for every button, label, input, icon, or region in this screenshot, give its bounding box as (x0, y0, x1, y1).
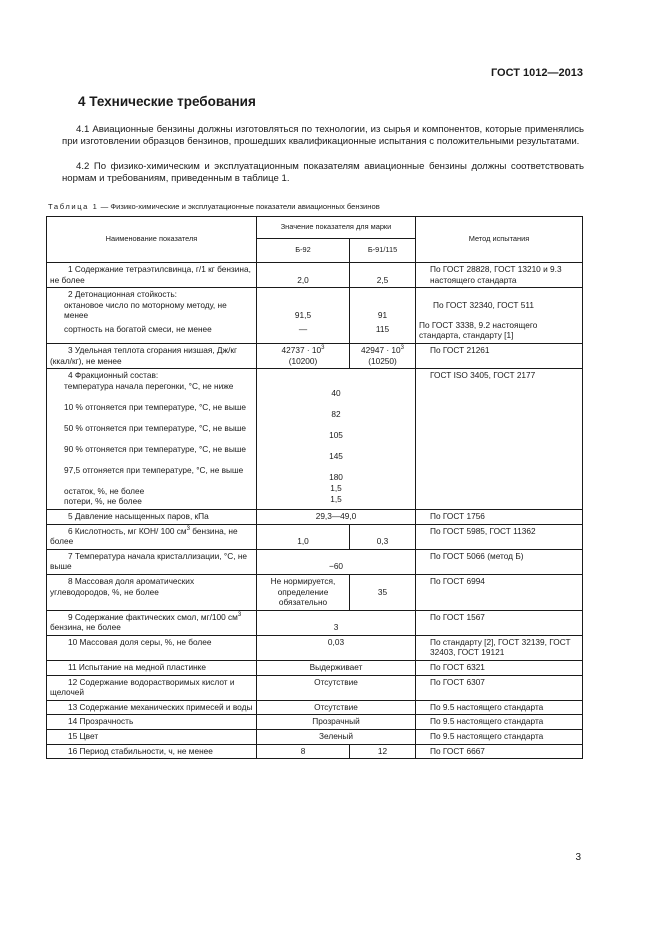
row-9-name-post: бензина, не более (50, 622, 121, 633)
row-8-value-b91: 35 (350, 574, 416, 610)
row-9-name (47, 610, 257, 635)
table-row (47, 288, 583, 344)
row-3-v1-exp: 3 (321, 345, 325, 352)
row-13-method: По 9.5 настоящего стандарта (416, 700, 583, 715)
row-13-value: Отсутствие (257, 700, 416, 715)
row-11-method: По ГОСТ 6321 (416, 661, 583, 676)
row-12-value: Отсутствие (257, 675, 416, 700)
row-10-method: По стандарту [2], ГОСТ 32139, ГОСТ 32403, ГОСТ 19121 (416, 635, 583, 660)
row-12-name: 12 Содержание водорастворимых кислот и щелочей (47, 675, 257, 700)
row-5-value: 29,3—49,0 (257, 509, 416, 524)
row-1-value-b92: 2,0 (257, 263, 350, 288)
row-2-v1b: — (298, 323, 308, 334)
row-3-v1-main: 42737 · 10 (281, 344, 322, 355)
table-row (47, 744, 583, 759)
header-values: Значение показателя для марки (257, 217, 416, 239)
row-6-value-b92: 1,0 (257, 524, 350, 549)
document-code: ГОСТ 1012—2013 (490, 67, 583, 79)
header-grade-b92: Б-92 (257, 239, 350, 263)
row-2-v1a: 91,5 (294, 310, 312, 321)
row-2-name (47, 288, 257, 344)
row-13-name: 13 Содержание механических примесей и воды (47, 700, 257, 715)
row-4-name-head: 4 Фракционный состав: (68, 370, 159, 381)
row-4-item-value: 180 (329, 472, 343, 483)
row-7-value: −60 (257, 549, 416, 574)
row-3-v2-alt: (10250) (368, 355, 397, 366)
row-4-item-label: температура начала перегонки, °С, не ниже (64, 380, 234, 391)
paragraph-4-1: 4.1 Авиационные бензины должны изготовляться по технологии, из сырья и компонентов, которые применялись при изготовлении образцов бензинов, прошедших квалификационные испытания с положительными результатами. (62, 124, 584, 148)
row-1-value-b91: 2,5 (350, 263, 416, 288)
table-row (47, 263, 583, 288)
row-9-value: 3 (257, 610, 416, 635)
row-11-value: Выдерживает (257, 661, 416, 676)
header-grade-b91: Б-91/115 (350, 239, 416, 263)
row-4-item-value: 40 (331, 388, 341, 399)
table-caption-text: — Физико-химические и эксплуатационные показатели авиационных бензинов (98, 202, 380, 211)
row-14-value: Прозрачный (257, 715, 416, 730)
row-8-value-b92: Не нормируется, определение обязательно (257, 574, 350, 610)
row-6-name-exp: 3 (186, 525, 190, 532)
row-2-value-b92 (257, 288, 350, 344)
table-caption-label: Таблица 1 (48, 202, 99, 211)
row-3-v2-exp: 3 (400, 345, 405, 352)
row-2-value-b91 (350, 288, 416, 344)
row-4-item-value: 1,5 (330, 483, 342, 494)
row-3-v2-main: 42947 · 10 (360, 344, 401, 355)
row-4-item-label: 50 % отгоняется при температуре, °С, не выше (64, 422, 247, 433)
row-6-name-post: бензина, не более (50, 525, 238, 547)
row-8-name: 8 Массовая доля ароматических углеводородов, %, не более (47, 574, 257, 610)
row-4-item-label: 10 % отгоняется при температуре, °С, не выше (64, 401, 247, 412)
row-2-v2b: 115 (375, 323, 390, 334)
table-row (47, 635, 583, 660)
row-16-value-b92: 8 (257, 744, 350, 759)
row-9-name-pre: 9 Содержание фактических смол, мг/100 см (68, 611, 238, 622)
row-5-method: По ГОСТ 1756 (416, 509, 583, 524)
row-15-method: По 9.5 настоящего стандарта (416, 730, 583, 745)
table-row (47, 549, 583, 574)
row-4-item-value: 82 (331, 409, 341, 420)
row-16-method: По ГОСТ 6667 (416, 744, 583, 759)
row-6-name (47, 524, 257, 549)
row-2-method-a: По ГОСТ 32340, ГОСТ 511 (433, 300, 534, 311)
paragraph-4-2: 4.2 По физико-химическим и эксплуатационным показателям авиационные бензины должны соответствовать нормам и требованиям, приведенным в таблице 1. (62, 161, 584, 185)
specs-table (46, 216, 583, 759)
row-4-item-label: потери, %, не более (64, 496, 142, 507)
row-15-value: Зеленый (257, 730, 416, 745)
row-4-values (257, 369, 416, 510)
row-9-name-exp: 3 (237, 611, 242, 618)
table-row (47, 715, 583, 730)
header-method: Метод испытания (416, 217, 583, 263)
row-4-item-label: 90 % отгоняется при температуре, °С, не выше (64, 443, 247, 454)
section-title: 4 Технические требования (78, 94, 256, 109)
header-name: Наименование показателя (47, 217, 257, 263)
row-6-method: По ГОСТ 5985, ГОСТ 11362 (416, 524, 583, 549)
row-11-name: 11 Испытание на медной пластинке (47, 661, 257, 676)
row-10-name: 10 Массовая доля серы, %, не более (47, 635, 257, 660)
row-16-name: 16 Период стабильности, ч, не менее (47, 744, 257, 759)
row-1-name: 1 Содержание тетраэтилсвинца, г/1 кг бензина, не более (47, 263, 257, 288)
row-2-name-b: сортность на богатой смеси, не менее (64, 323, 212, 334)
row-4-item-value: 1,5 (330, 493, 342, 504)
row-2-v2a: 91 (377, 310, 388, 321)
row-6-name-pre: 6 Кислотность, мг КОН/ 100 см (68, 525, 187, 536)
row-15-name: 15 Цвет (47, 730, 257, 745)
row-16-value-b91: 12 (350, 744, 416, 759)
row-3-method: По ГОСТ 21261 (416, 343, 583, 368)
row-2-method (416, 288, 583, 344)
row-3-value-b92 (257, 343, 350, 368)
row-10-value: 0,03 (257, 635, 416, 660)
row-3-name: 3 Удельная теплота сгорания низшая, Дж/кг (ккал/кг), не менее (47, 343, 257, 368)
table-row (47, 369, 583, 510)
table-row (47, 509, 583, 524)
row-5-name: 5 Давление насыщенных паров, кПа (47, 509, 257, 524)
row-4-item-value: 145 (329, 451, 343, 462)
table-row (47, 574, 583, 610)
row-1-method: По ГОСТ 28828, ГОСТ 13210 и 9.3 настоящего стандарта (416, 263, 583, 288)
table-row (47, 343, 583, 368)
row-6-value-b91: 0,3 (350, 524, 416, 549)
table-row (47, 700, 583, 715)
row-4-item-label: остаток, %, не более (64, 485, 145, 496)
row-12-method: По ГОСТ 6307 (416, 675, 583, 700)
row-4-method: ГОСТ ISO 3405, ГОСТ 2177 (416, 369, 583, 510)
row-3-value-b91 (350, 343, 416, 368)
table-caption (48, 202, 380, 211)
row-4-name (47, 369, 257, 510)
table-row (47, 675, 583, 700)
row-14-name: 14 Прозрачность (47, 715, 257, 730)
row-2-name-a: октановое число по моторному методу, не менее (64, 299, 227, 321)
table-row (47, 661, 583, 676)
row-3-v1-alt: (10200) (288, 355, 318, 366)
page-number: 3 (575, 852, 581, 863)
table-row (47, 524, 583, 549)
table-header-row (47, 217, 583, 239)
row-9-method: По ГОСТ 1567 (416, 610, 583, 635)
row-7-method: По ГОСТ 5066 (метод Б) (416, 549, 583, 574)
table-row (47, 730, 583, 745)
row-4-item-value: 105 (329, 430, 343, 441)
row-8-method: По ГОСТ 6994 (416, 574, 583, 610)
row-4-item-label: 97,5 отгоняется при температуре, °С, не выше (64, 464, 244, 475)
table-row (47, 610, 583, 635)
row-7-name: 7 Температура начала кристаллизации, °С, не выше (47, 549, 257, 574)
row-2-method-b: По ГОСТ 3338, 9.2 настоящего стандарта, стандарту [1] (419, 319, 538, 341)
row-2-name-head: 2 Детонационная стойкость: (68, 289, 177, 300)
row-14-method: По 9.5 настоящего стандарта (416, 715, 583, 730)
